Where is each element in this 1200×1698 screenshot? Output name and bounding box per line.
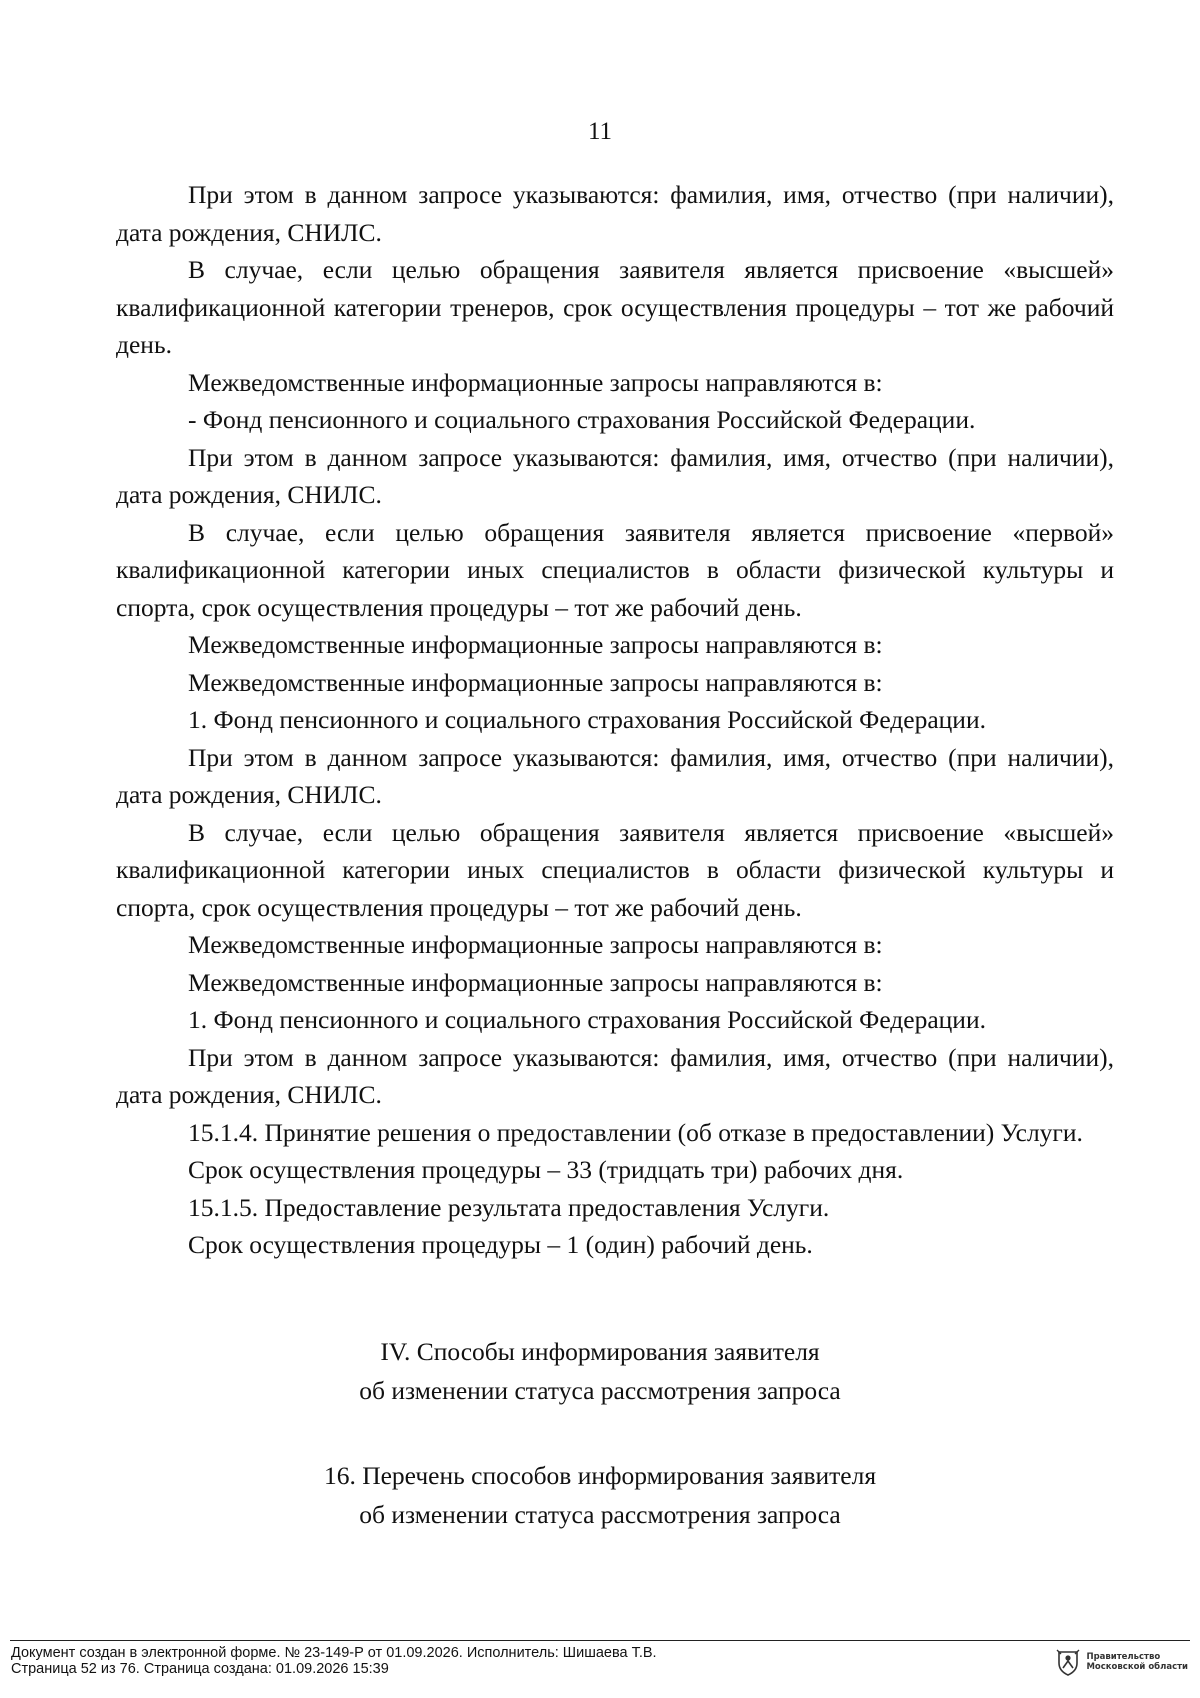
section-heading-16 bbox=[0, 1456, 1200, 1534]
footer-page-info: Страница 52 из 76. Страница создана: 01.09.2026 15:39 bbox=[11, 1661, 389, 1677]
paragraph: 15.1.5. Предоставление результата предоставления Услуги. bbox=[188, 1192, 830, 1222]
government-logo bbox=[1056, 1648, 1188, 1676]
paragraph: В случае, если целью обращения заявителя является присвоение «высшей» квалификационной категории иных специалистов в области физической культуры и спорта, срок осуществления процедуры – тот же рабочий день. bbox=[116, 817, 1114, 922]
paragraph: Межведомственные информационные запросы направляются в: bbox=[188, 930, 883, 959]
paragraph: Межведомственные информационные запросы направляются в: bbox=[188, 630, 883, 659]
paragraph: 15.1.4. Принятие решения о предоставлении (об отказе в предоставлении) Услуги. bbox=[188, 1117, 1083, 1147]
section-heading-line: IV. Способы информирования заявителя bbox=[380, 1337, 820, 1366]
paragraph: Межведомственные информационные запросы направляются в: bbox=[188, 967, 883, 997]
paragraph: - Фонд пенсионного и социального страхования Российской Федерации. bbox=[188, 405, 976, 434]
government-name bbox=[1086, 1652, 1188, 1672]
paragraph: 1. Фонд пенсионного и социального страхования Российской Федерации. bbox=[188, 1005, 986, 1034]
paragraph: В случае, если целью обращения заявителя является присвоение «первой» квалификационной категории иных специалистов в области физической культуры и спорта, срок осуществления процедуры – тот же рабочий день. bbox=[116, 517, 1114, 622]
section-heading-line: 16. Перечень способов информирования заявителя bbox=[323, 1461, 877, 1490]
government-name-line: Правительство bbox=[1086, 1652, 1161, 1662]
coat-of-arms-icon bbox=[1056, 1648, 1080, 1676]
paragraph: При этом в данном запросе указываются: фамилия, имя, отчество (при наличии), дата рождения, СНИЛС. bbox=[116, 742, 1114, 809]
government-name-line: Московской области bbox=[1086, 1662, 1188, 1672]
paragraph: Межведомственные информационные запросы направляются в: bbox=[188, 367, 883, 397]
paragraph: Межведомственные информационные запросы направляются в: bbox=[188, 667, 883, 697]
paragraph: При этом в данном запросе указываются: фамилия, имя, отчество (при наличии), дата рождения, СНИЛС. bbox=[116, 442, 1114, 509]
paragraph: Срок осуществления процедуры – 33 (тридцать три) рабочих дня. bbox=[188, 1155, 904, 1184]
footer-divider bbox=[10, 1640, 1190, 1641]
section-heading-line: об изменении статуса рассмотрения запроса bbox=[359, 1376, 841, 1405]
section-heading-iv bbox=[0, 1332, 1200, 1410]
paragraph: В случае, если целью обращения заявителя является присвоение «высшей» квалификационной категории тренеров, срок осуществления процедуры – тот же рабочий день. bbox=[116, 255, 1114, 359]
document-footer bbox=[11, 1645, 657, 1677]
paragraph: При этом в данном запросе указываются: фамилия, имя, отчество (при наличии), дата рождения, СНИЛС. bbox=[116, 1042, 1114, 1109]
paragraph: При этом в данном запросе указываются: фамилия, имя, отчество (при наличии), дата рождения, СНИЛС. bbox=[116, 180, 1114, 247]
paragraph: Срок осуществления процедуры – 1 (один) рабочий день. bbox=[188, 1230, 813, 1259]
page-number: 11 bbox=[587, 118, 613, 145]
document-body bbox=[116, 176, 1114, 1264]
paragraph: 1. Фонд пенсионного и социального страхования Российской Федерации. bbox=[188, 705, 986, 734]
section-heading-line: об изменении статуса рассмотрения запроса bbox=[359, 1500, 841, 1529]
footer-document-info: Документ создан в электронной форме. № 23-149-Р от 01.09.2026. Исполнитель: Шишаева Т.В. bbox=[11, 1645, 657, 1661]
